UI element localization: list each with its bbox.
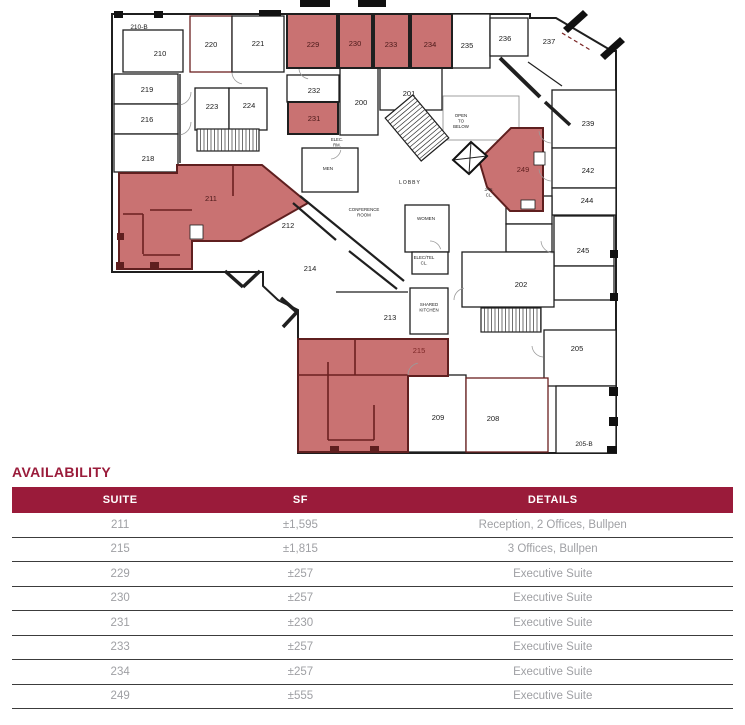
room-label: LOBBY xyxy=(399,180,421,186)
column-header-sf: SF xyxy=(292,494,308,506)
suite-cell: 229 xyxy=(110,567,130,580)
availability-section xyxy=(12,464,733,709)
wall xyxy=(243,271,260,287)
availability-table-body xyxy=(12,513,733,709)
column xyxy=(300,0,330,7)
room-label: 239 xyxy=(581,119,595,128)
suite-cell: 233 xyxy=(110,641,130,654)
room xyxy=(521,200,535,209)
column xyxy=(259,10,281,16)
room-label: 205-B xyxy=(575,441,593,448)
room xyxy=(534,152,545,165)
room xyxy=(462,252,554,307)
room-label: 202 xyxy=(514,280,528,289)
suite-cell: 231 xyxy=(110,616,130,629)
column xyxy=(114,11,123,18)
room-label: 242 xyxy=(581,166,595,175)
room-label: OPEN TO BELOW xyxy=(453,113,469,130)
sf-cell: ±257 xyxy=(287,592,314,605)
column xyxy=(609,387,618,396)
room-label: 230 xyxy=(348,39,362,48)
room-label: 221 xyxy=(251,39,265,48)
stairs xyxy=(197,129,259,151)
column xyxy=(358,0,386,7)
room-label: 210-B xyxy=(130,24,148,31)
room-label: 205 xyxy=(570,344,584,353)
room-label: 218 xyxy=(141,154,155,163)
room xyxy=(554,216,614,266)
room-label: 223 xyxy=(205,102,219,111)
wall xyxy=(283,312,297,327)
room-label: 249 xyxy=(516,165,530,174)
details-cell: Executive Suite xyxy=(513,690,593,703)
sf-cell: ±257 xyxy=(287,567,314,580)
room xyxy=(340,58,378,135)
room xyxy=(554,266,614,300)
room-label: 214 xyxy=(303,264,317,273)
sf-cell: ±1,815 xyxy=(282,543,318,556)
column xyxy=(116,262,124,270)
column xyxy=(330,446,339,453)
room-label: 216 xyxy=(140,115,154,124)
suite-cell: 249 xyxy=(110,690,130,703)
table-row xyxy=(12,538,733,563)
details-cell: 3 Offices, Bullpen xyxy=(507,543,598,556)
room-label: JAN. CL. xyxy=(484,187,494,198)
room xyxy=(544,330,616,386)
table-row xyxy=(12,660,733,685)
room-label: WOMEN xyxy=(416,216,436,221)
suite-cell: 234 xyxy=(110,665,130,678)
room-label: 210 xyxy=(153,49,167,58)
room-label: 200 xyxy=(354,98,368,107)
room-label: 220 xyxy=(204,40,218,49)
room xyxy=(190,225,203,239)
room-label: 211 xyxy=(205,194,217,203)
room-label: 208 xyxy=(486,414,500,423)
room-label: CONFERENCE ROOM xyxy=(348,207,380,218)
room xyxy=(114,134,178,172)
room xyxy=(466,378,548,452)
room xyxy=(405,205,449,252)
room-label: 232 xyxy=(307,86,321,95)
room-label: 234 xyxy=(423,40,437,49)
table-row xyxy=(12,636,733,661)
table-row xyxy=(12,611,733,636)
table-row xyxy=(12,513,733,538)
room xyxy=(506,224,552,252)
table-header xyxy=(12,487,733,513)
room-label: 236 xyxy=(498,34,512,43)
column xyxy=(609,417,618,426)
sf-cell: ±230 xyxy=(287,616,314,629)
room-label: 215 xyxy=(412,346,426,355)
room-label: 201 xyxy=(402,89,416,98)
details-cell: Executive Suite xyxy=(513,616,593,629)
room-label: 244 xyxy=(580,196,594,205)
column xyxy=(117,233,124,240)
room-label: 219 xyxy=(140,85,154,94)
room-label: 237 xyxy=(542,37,556,46)
column-header-details: DETAILS xyxy=(527,494,578,506)
sf-cell: ±555 xyxy=(287,690,314,703)
sf-cell: ±257 xyxy=(287,641,314,654)
room-label: 231 xyxy=(307,114,321,123)
room-label: ELEC/TEL CL. xyxy=(413,255,435,266)
table-row xyxy=(12,685,733,710)
column xyxy=(610,293,618,301)
wall xyxy=(225,271,243,287)
room-label: SHARED KITCHEN xyxy=(419,302,439,313)
room-label: 213 xyxy=(383,313,397,322)
stairs xyxy=(481,308,541,332)
suite-cell: 211 xyxy=(110,518,130,531)
table-row xyxy=(12,562,733,587)
column xyxy=(154,11,163,18)
room-label: ELEC. RM. xyxy=(330,137,344,148)
room-label: 245 xyxy=(576,246,590,255)
room-label: 229 xyxy=(306,40,320,49)
column xyxy=(370,446,379,453)
room-label: 209 xyxy=(431,413,445,422)
column-header-suite: SUITE xyxy=(102,494,138,506)
room-label: MEN xyxy=(322,166,334,171)
sf-cell: ±1,595 xyxy=(282,518,318,531)
details-cell: Executive Suite xyxy=(513,567,593,580)
column xyxy=(610,250,618,258)
details-cell: Reception, 2 Offices, Bullpen xyxy=(478,518,627,531)
details-cell: Executive Suite xyxy=(513,592,593,605)
room-label: 224 xyxy=(242,101,256,110)
table-row xyxy=(12,587,733,612)
suite-cell: 230 xyxy=(110,592,130,605)
room-label: 212 xyxy=(281,221,295,230)
sf-cell: ±257 xyxy=(287,665,314,678)
room-label: 233 xyxy=(384,40,398,49)
column xyxy=(607,446,617,453)
suite-cell: 215 xyxy=(110,543,130,556)
column xyxy=(150,262,159,270)
room-label: 235 xyxy=(460,41,474,50)
details-cell: Executive Suite xyxy=(513,641,593,654)
availability-title: AVAILABILITY xyxy=(12,464,112,480)
details-cell: Executive Suite xyxy=(513,665,593,678)
